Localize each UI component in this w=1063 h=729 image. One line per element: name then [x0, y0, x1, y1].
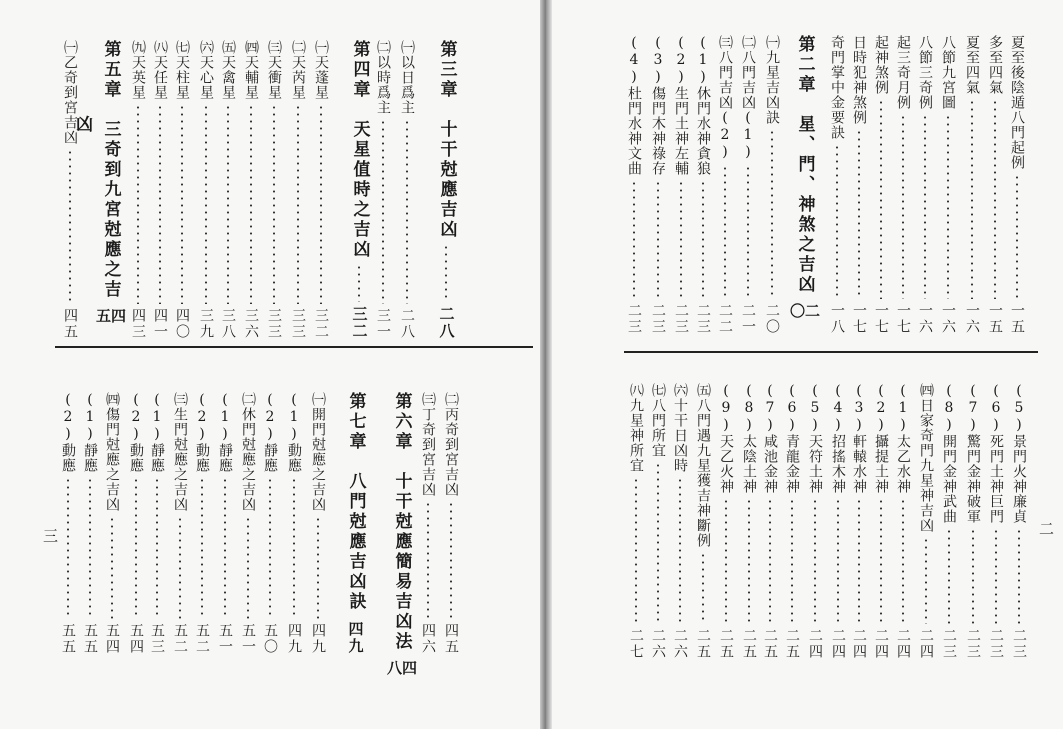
- toc-entry: [396, 40, 418, 340]
- toc-entry: [1008, 383, 1030, 660]
- toc-entry: [623, 35, 645, 335]
- toc-leader-dots: [858, 129, 860, 299]
- toc-page-number: 二六: [672, 628, 688, 660]
- toc-page-number: 二五: [695, 628, 711, 660]
- toc-page-number: 五〇: [262, 623, 278, 655]
- toc-entry-title: (4)杜門水神文曲: [626, 35, 642, 176]
- toc-entry-title: ㈣天輔星: [243, 40, 259, 100]
- toc-page-number: 五一: [217, 623, 233, 655]
- toc-entry-title: (3)軒轅水神: [851, 383, 867, 494]
- toc-page-number: 一七: [873, 303, 889, 335]
- toc-page-number: 五五: [60, 623, 76, 655]
- toc-entry-title: ㈡八門吉凶(1): [740, 35, 756, 161]
- toc-entry: [169, 392, 191, 655]
- right-page: [552, 0, 1063, 729]
- toc-leader-dots: [971, 99, 973, 299]
- toc-entry-title: (2)攝提土神: [873, 383, 889, 494]
- toc-page-number: 二四: [873, 628, 889, 660]
- toc-entry-title: 夏至四氣: [964, 35, 980, 95]
- toc-entry-title: 日時犯神煞例: [851, 35, 867, 125]
- toc-entry-title: 第六章 十干尅應簡易吉凶法: [391, 392, 412, 652]
- toc-leader-dots: [994, 99, 996, 299]
- toc-page-number: 五二: [172, 623, 188, 655]
- toc-entry: [647, 35, 669, 335]
- toc-page-number: 二五: [718, 628, 734, 660]
- toc-chapter-heading: [94, 40, 127, 340]
- toc-entry-title: ㈡天芮星: [290, 40, 306, 100]
- toc-page-number: 二五: [784, 628, 800, 660]
- toc-leader-dots: [293, 477, 295, 619]
- toc-leader-dots: [135, 477, 137, 619]
- toc-page-number: 二二: [717, 303, 733, 335]
- toc-page-number: 一五: [1009, 303, 1025, 335]
- toc-page-number: 二〇: [788, 303, 821, 320]
- toc-leader-dots: [814, 498, 816, 624]
- toc-entry-title: ㈠天蓬星: [313, 40, 329, 100]
- toc-entry-title: (8)太陰土神: [741, 383, 757, 494]
- toc-entry: [307, 392, 329, 655]
- toc-page-number: 三八: [220, 308, 236, 340]
- toc-page-number: 二三: [988, 628, 1004, 660]
- toc-entry: [240, 40, 262, 340]
- toc-entry-title: (5)景門火神廉貞: [1011, 383, 1027, 524]
- toc-entry: [848, 383, 870, 660]
- toc-entry: [985, 383, 1007, 660]
- toc-page-number: 二六: [650, 628, 666, 660]
- toc-entry-title: ㈢生門尅應之吉凶: [172, 392, 188, 512]
- toc-entry: [961, 35, 983, 335]
- toc-entry: [692, 383, 714, 660]
- toc-leader-dots: [354, 616, 356, 617]
- toc-page-number: 四八: [385, 660, 418, 677]
- toc-page-number: 二三: [941, 628, 957, 660]
- toc-entry-title: ㈧天任星: [152, 40, 168, 100]
- toc-page-number: 二三: [965, 628, 981, 660]
- toc-entry-title: ㈢丁奇到宮吉凶: [420, 392, 436, 497]
- toc-entry: [283, 392, 305, 655]
- toc-leader-dots: [680, 180, 682, 299]
- toc-entry-title: 第四章 天星值時之吉凶: [349, 40, 370, 260]
- toc-entry-title: ㈣傷門尅應之吉凶: [104, 392, 120, 512]
- toc-entry-title: (7)驚門金神破軍: [965, 383, 981, 524]
- toc-leader-dots: [320, 104, 322, 304]
- toc-leader-dots: [748, 498, 750, 624]
- toc-entry: [781, 383, 803, 660]
- toc-page-number: 四一: [152, 308, 168, 340]
- toc-entry: [79, 392, 101, 655]
- toc-entry: [440, 392, 462, 655]
- toc-page-number: 四〇: [174, 308, 190, 340]
- toc-entry-title: (6)青龍金神: [784, 383, 800, 494]
- toc-entry: [737, 35, 759, 335]
- toc-entry: [125, 392, 147, 655]
- toc-entry-title: (2)生門土神左輔: [673, 35, 689, 176]
- toc-leader-dots: [317, 516, 319, 619]
- toc-entry-title: ㈥天心星: [198, 40, 214, 100]
- toc-entry-title: ㈦天柱星: [174, 40, 190, 100]
- toc-leader-dots: [205, 104, 207, 304]
- toc-leader-dots: [836, 144, 838, 299]
- toc-entry-title: ㈢八門吉凶(2): [717, 35, 733, 161]
- toc-entry: [938, 383, 960, 660]
- toc-leader-dots: [633, 180, 635, 299]
- toc-entry-title: (1)靜應: [82, 392, 98, 473]
- toc-entry: [962, 383, 984, 660]
- toc-leader-dots: [269, 477, 271, 619]
- toc-entry-title: (4)招搖木神: [830, 383, 846, 494]
- toc-leader-dots: [382, 119, 384, 304]
- toc-entry: [826, 35, 848, 335]
- toc-page-number: 二五: [741, 628, 757, 660]
- toc-entry-title: (6)死門土神巨門: [988, 383, 1004, 524]
- toc-entry-title: (7)咸池金神: [762, 383, 778, 494]
- toc-entry-title: 第五章 三奇到九宮尅應之吉: [100, 40, 121, 300]
- toc-chapter-heading: [435, 40, 457, 340]
- book-gutter: [540, 0, 552, 729]
- toc-leader-dots: [747, 165, 749, 299]
- toc-leader-dots: [111, 516, 113, 619]
- toc-entry: [287, 40, 309, 340]
- toc-page-number: 四九: [310, 623, 326, 655]
- toc-entry-title: 夏至後陰遁八門起例: [1009, 35, 1025, 170]
- toc-page-number: 四六: [420, 623, 436, 655]
- toc-leader-dots: [137, 104, 139, 304]
- toc-leader-dots: [406, 119, 408, 304]
- toc-entry-title: 八節三奇例: [917, 35, 933, 110]
- toc-leader-dots: [972, 528, 974, 624]
- toc-entry-title: ㈨天英星: [130, 40, 146, 100]
- toc-entry-title: (1)太乙水神: [895, 383, 911, 494]
- toc-leader-dots: [702, 180, 704, 299]
- toc-page-number: 二七: [628, 628, 644, 660]
- toc-leader-dots: [67, 477, 69, 619]
- toc-entry: [263, 40, 285, 340]
- toc-leader-dots: [427, 501, 429, 619]
- toc-page-number: 五四: [104, 623, 120, 655]
- toc-leader-dots: [880, 99, 882, 299]
- toc-page-number: 一六: [964, 303, 980, 335]
- toc-page-number: 二五: [762, 628, 778, 660]
- toc-page-number: 三六: [243, 308, 259, 340]
- toc-page-number: 二四: [918, 628, 934, 660]
- toc-entry-title: (5)天符土神: [807, 383, 823, 494]
- toc-chapter-heading: [385, 392, 418, 677]
- toc-entry-title: (2)靜應: [262, 392, 278, 473]
- toc-chapter-heading: [348, 40, 370, 340]
- toc-page-number: 一八: [829, 303, 845, 335]
- toc-page-number: 二四: [851, 628, 867, 660]
- toc-page-number: 一六: [917, 303, 933, 335]
- toc-entry: [915, 383, 937, 660]
- toc-page-number: 一七: [851, 303, 867, 335]
- toc-entry: [259, 392, 281, 655]
- toc-leader-dots: [902, 114, 904, 299]
- toc-entry-title: (3)傷門木神祿存: [650, 35, 666, 176]
- toc-entry: [127, 40, 149, 340]
- toc-entry-title: ㈣日家奇門九星神吉凶: [918, 383, 934, 533]
- section-divider: [55, 346, 533, 348]
- toc-entry: [738, 383, 760, 660]
- toc-page-number: 二〇: [764, 303, 780, 335]
- toc-leader-dots: [837, 498, 839, 624]
- toc-leader-dots: [156, 477, 158, 619]
- toc-leader-dots: [724, 165, 726, 299]
- toc-leader-dots: [89, 477, 91, 619]
- toc-leader-dots: [250, 104, 252, 304]
- toc-entry-title: (9)天乙火神: [718, 383, 734, 494]
- toc-leader-dots: [925, 537, 927, 624]
- toc-page-number: 三九: [198, 308, 214, 340]
- toc-entry-title: 第七章 八門尅應吉凶訣: [345, 392, 366, 612]
- toc-entry: [937, 35, 959, 335]
- toc-entry-title: ㈧九星神所宜: [628, 383, 644, 473]
- toc-page-number: 三三: [266, 308, 282, 340]
- toc-page-number: 五三: [149, 623, 165, 655]
- toc-leader-dots: [702, 552, 704, 624]
- toc-leader-dots: [725, 498, 727, 624]
- toc-leader-dots: [679, 477, 681, 624]
- toc-page-number: 四五: [94, 308, 127, 325]
- toc-entry: [669, 383, 691, 660]
- section-divider: [624, 351, 1038, 353]
- toc-leader-dots: [1018, 528, 1020, 624]
- toc-leader-dots: [995, 528, 997, 624]
- toc-leader-dots: [1016, 174, 1018, 299]
- toc-page-number: 一五: [987, 303, 1003, 335]
- toc-leader-dots: [297, 104, 299, 304]
- toc-leader-dots: [179, 516, 181, 619]
- toc-entry: [892, 383, 914, 660]
- toc-chapter-heading-continued: 凶: [76, 115, 93, 135]
- toc-page-number: 二四: [830, 628, 846, 660]
- toc-entry: [101, 392, 123, 655]
- toc-entry-title: 第二章 星、門、神煞之吉凶: [794, 35, 815, 295]
- toc-chapter-heading: [788, 35, 821, 335]
- toc-entry: [146, 392, 168, 655]
- toc-entry-title: ㈠以日爲主: [399, 40, 415, 115]
- toc-leader-dots: [924, 114, 926, 299]
- toc-entry-title: 起神煞例: [873, 35, 889, 95]
- toc-page-number: 四五: [62, 308, 78, 340]
- toc-chapter-heading: [344, 392, 366, 655]
- page-number: 二: [1037, 521, 1055, 536]
- toc-entry-title: ㈤天禽星: [220, 40, 236, 100]
- toc-leader-dots: [273, 104, 275, 304]
- toc-entry: [149, 40, 171, 340]
- toc-entry: [892, 35, 914, 335]
- toc-page-number: 二三: [673, 303, 689, 335]
- toc-page-number: 五二: [194, 623, 210, 655]
- toc-entry-title: ㈡丙奇到宮吉凶: [443, 392, 459, 497]
- toc-entry-title: (8)開門金神武曲: [941, 383, 957, 524]
- toc-leader-dots: [181, 104, 183, 304]
- toc-entry-title: ㈠開門尅應之吉凶: [310, 392, 326, 512]
- toc-entry: [217, 40, 239, 340]
- page-number: 三: [41, 528, 59, 543]
- toc-entry-title: ㈢天衝星: [266, 40, 282, 100]
- toc-entry-title: 第三章 十干尅應吉凶: [436, 40, 457, 240]
- toc-entry-title: (1)動應: [286, 392, 302, 473]
- toc-leader-dots: [445, 244, 447, 302]
- toc-entry: [804, 383, 826, 660]
- toc-entry: [1006, 35, 1028, 335]
- toc-page-number: 四九: [286, 623, 302, 655]
- toc-entry: [761, 35, 783, 335]
- toc-entry-title: 奇門掌中金要訣: [829, 35, 845, 140]
- toc-entry: [715, 383, 737, 660]
- toc-page-number: 五五: [82, 623, 98, 655]
- toc-page-number: 一六: [940, 303, 956, 335]
- toc-leader-dots: [947, 114, 949, 299]
- toc-entry: [870, 383, 892, 660]
- toc-entry: [670, 35, 692, 335]
- toc-entry: [984, 35, 1006, 335]
- toc-leader-dots: [227, 104, 229, 304]
- toc-entry: [57, 392, 79, 655]
- toc-entry: [692, 35, 714, 335]
- toc-leader-dots: [159, 104, 161, 304]
- toc-entry: [310, 40, 332, 340]
- toc-entry-title: (1)休門水神貪狼: [695, 35, 711, 176]
- toc-entry: [191, 392, 213, 655]
- toc-entry: [914, 35, 936, 335]
- toc-leader-dots: [771, 129, 773, 299]
- toc-page-number: 四九: [346, 621, 365, 655]
- toc-page-number: 五四: [128, 623, 144, 655]
- toc-page-number: 二四: [895, 628, 911, 660]
- toc-page-number: 二一: [740, 303, 756, 335]
- toc-page-number: 三二: [350, 306, 369, 340]
- toc-entry: [372, 40, 394, 340]
- toc-entry-title: ㈠九星吉凶訣: [764, 35, 780, 125]
- toc-leader-dots: [791, 498, 793, 624]
- toc-entry-title: 八節九宮圖: [940, 35, 956, 110]
- toc-page-number: 三三: [290, 308, 306, 340]
- toc-page-number: 三一: [375, 308, 391, 340]
- toc-page-number: 二三: [1011, 628, 1027, 660]
- toc-leader-dots: [201, 477, 203, 619]
- toc-entry: [647, 383, 669, 660]
- toc-entry: [870, 35, 892, 335]
- toc-leader-dots: [858, 498, 860, 624]
- toc-leader-dots: [948, 528, 950, 624]
- toc-page-number: 二三: [650, 303, 666, 335]
- toc-entry-title: ㈡以時爲主: [375, 40, 391, 115]
- toc-leader-dots: [657, 462, 659, 624]
- toc-page-number: 五一: [240, 623, 256, 655]
- toc-leader-dots: [247, 516, 249, 619]
- toc-entry: [848, 35, 870, 335]
- toc-entry-title: ㈡休門尅應之吉凶: [240, 392, 256, 512]
- toc-entry-title: ㈤八門遇九星獲吉神斷例: [695, 383, 711, 548]
- toc-leader-dots: [769, 498, 771, 624]
- toc-leader-dots: [358, 264, 360, 302]
- toc-entry: [237, 392, 259, 655]
- toc-entry-title: (2)動應: [60, 392, 76, 473]
- toc-entry: [195, 40, 217, 340]
- toc-page-number: 二三: [695, 303, 711, 335]
- toc-entry-title: ㈠乙奇到宮吉凶: [62, 40, 78, 145]
- toc-page-number: 二三: [626, 303, 642, 335]
- toc-page-number: 三二: [313, 308, 329, 340]
- toc-leader-dots: [69, 149, 71, 304]
- toc-page-number: 四五: [443, 623, 459, 655]
- toc-entry-title: (1)靜應: [149, 392, 165, 473]
- toc-leader-dots: [450, 501, 452, 619]
- toc-entry: [827, 383, 849, 660]
- toc-page-number: 二八: [437, 306, 456, 340]
- toc-entry: [59, 40, 81, 340]
- toc-entry-title: (2)動應: [194, 392, 210, 473]
- toc-entry-title: 多至四氣: [987, 35, 1003, 95]
- toc-entry: [214, 392, 236, 655]
- toc-entry-title: (1)靜應: [217, 392, 233, 473]
- toc-page-number: 二四: [807, 628, 823, 660]
- toc-entry-title: 起三奇月例: [895, 35, 911, 110]
- toc-entry-title: (2)動應: [128, 392, 144, 473]
- toc-leader-dots: [224, 477, 226, 619]
- toc-leader-dots: [657, 180, 659, 299]
- toc-entry-title: ㈦八門所宜: [650, 383, 666, 458]
- toc-entry: [171, 40, 193, 340]
- toc-entry-title: ㈥十干日凶時: [672, 383, 688, 473]
- toc-leader-dots: [902, 498, 904, 624]
- toc-leader-dots: [635, 477, 637, 624]
- toc-entry: [625, 383, 647, 660]
- toc-page-number: 二八: [399, 308, 415, 340]
- toc-entry: [759, 383, 781, 660]
- toc-page-number: 一七: [895, 303, 911, 335]
- toc-leader-dots: [880, 498, 882, 624]
- toc-page-number: 四三: [130, 308, 146, 340]
- toc-entry: [714, 35, 736, 335]
- toc-entry: [417, 392, 439, 655]
